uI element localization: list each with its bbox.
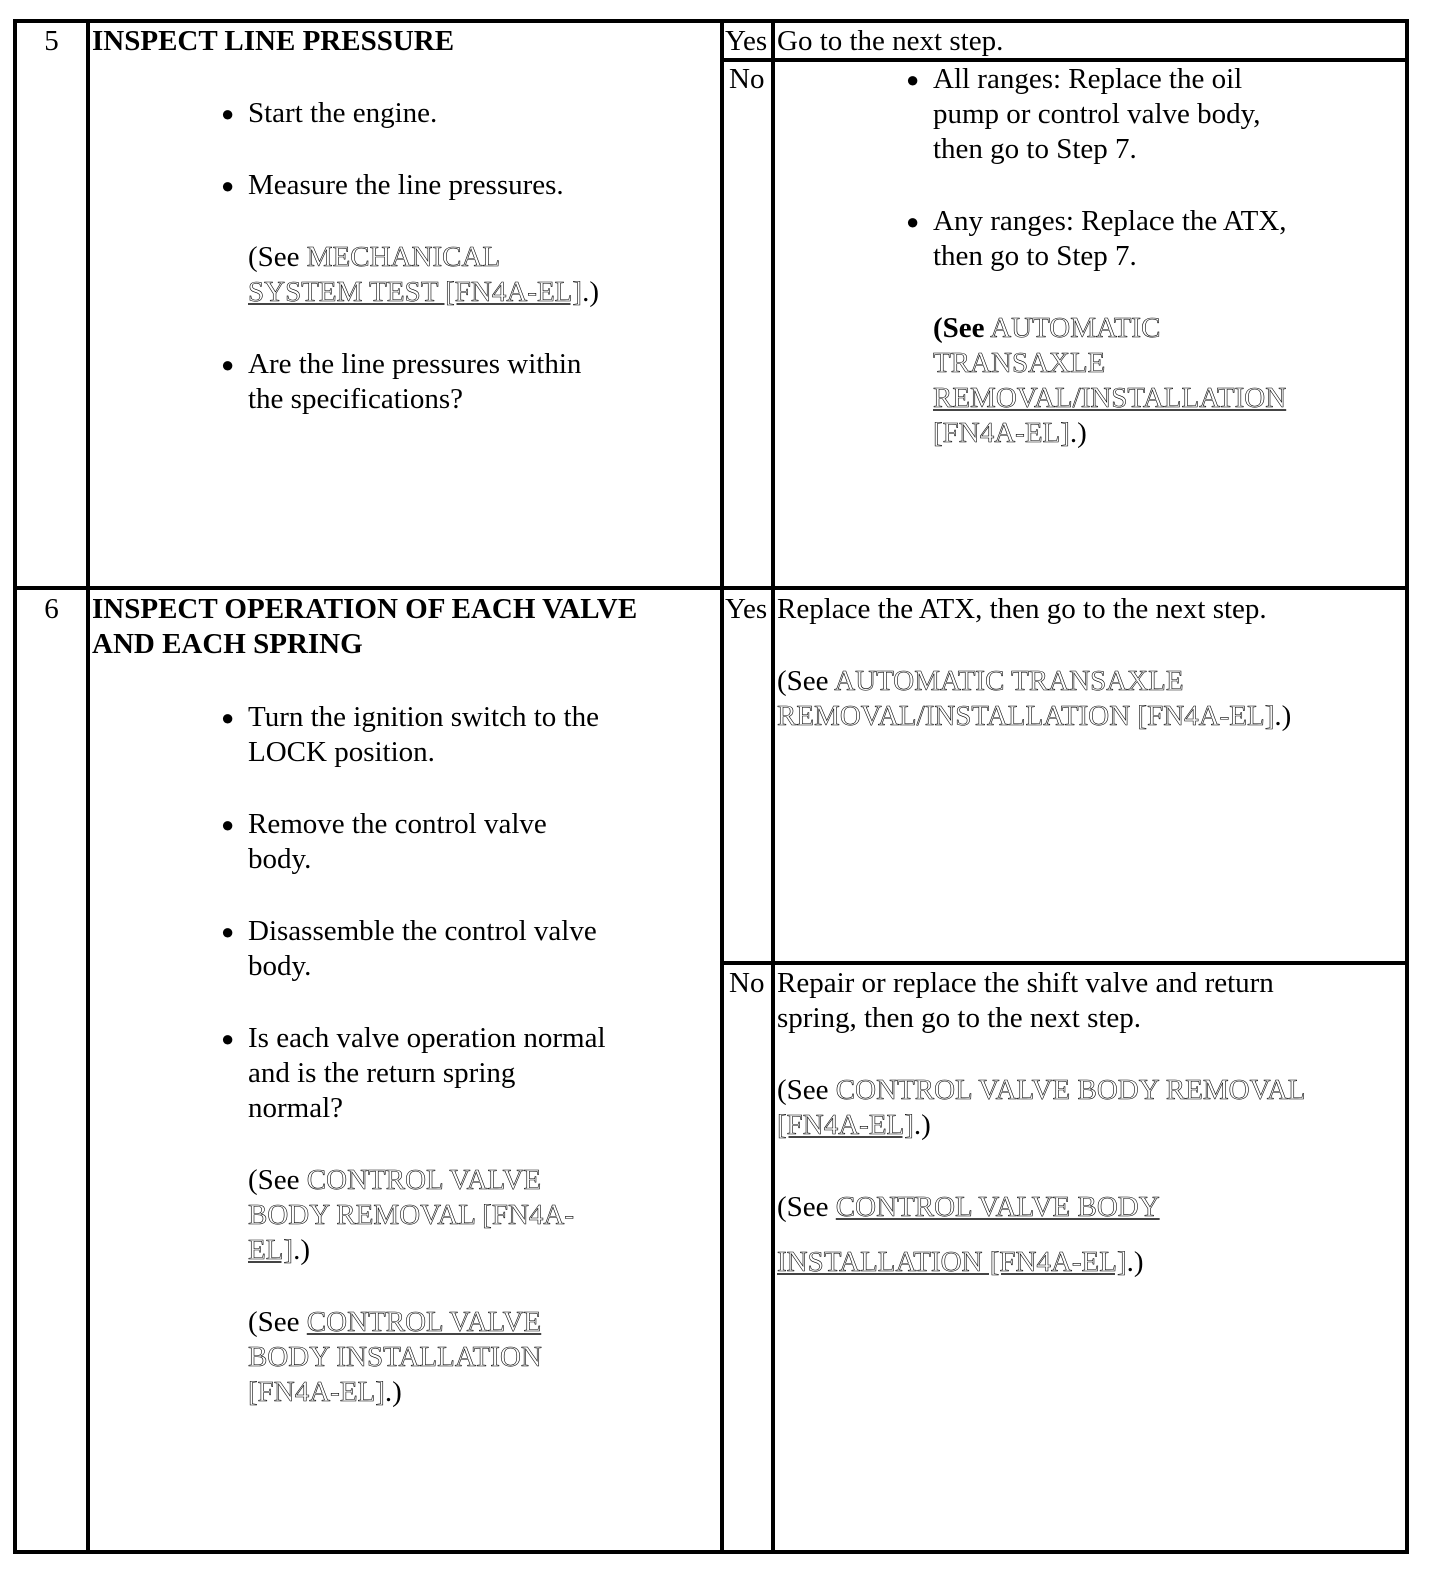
no-label: No xyxy=(729,967,765,999)
list-item: ● Remove the control valve body. xyxy=(221,808,547,875)
see-reference: (See CONTROL VALVE BODY INSTALLATION [FN4A-EL].) xyxy=(777,1191,1160,1278)
see-reference: (See AUTOMATIC TRANSAXLE REMOVAL/INSTALLATION [FN4A-EL].) xyxy=(777,665,1292,732)
col-divider-yesno xyxy=(720,19,724,1554)
col-divider-step xyxy=(86,19,90,1554)
reference-link[interactable]: REMOVAL/INSTALLATION [FN4A-EL] xyxy=(777,700,1275,732)
yes-label: Yes xyxy=(725,593,768,625)
reference-link[interactable]: EL] xyxy=(248,1234,294,1266)
list-item: ● All ranges: Replace the oil pump or control valve body, then go to Step 7. xyxy=(906,63,1261,165)
table-border-bottom xyxy=(13,1550,1409,1554)
yes-label: Yes xyxy=(725,25,768,57)
see-reference: (See AUTOMATIC TRANSAXLE REMOVAL/INSTALLATION [FN4A-EL].) xyxy=(933,312,1287,449)
list-item: ● Start the engine. xyxy=(221,97,438,129)
no-label: No xyxy=(729,63,765,95)
reference-link[interactable]: BODY INSTALLATION xyxy=(248,1341,542,1373)
reference-link[interactable]: CONTROL VALVE xyxy=(306,1306,542,1338)
reference-link[interactable]: [FN4A-EL] xyxy=(933,417,1070,449)
reference-link[interactable]: SYSTEM TEST [FN4A-EL] xyxy=(248,276,583,308)
row6-yes-no-divider xyxy=(720,961,1409,965)
table-border-left xyxy=(13,19,17,1554)
reference-link[interactable]: BODY REMOVAL [FN4A- xyxy=(248,1199,574,1231)
see-reference: (See CONTROL VALVE BODY REMOVAL [FN4A-EL].) xyxy=(777,1074,1306,1141)
reference-link[interactable]: REMOVAL/INSTALLATION xyxy=(933,382,1287,414)
reference-link[interactable]: [FN4A-EL] xyxy=(248,1376,385,1408)
no-action: Repair or replace the shift valve and return spring, then go to the next step. (See CONTROL VALVE BODY REMOVAL [FN4A-EL].) (See CONTROL VALVE BODY INSTALLATION [FN4A-EL].) xyxy=(777,966,1397,1290)
list-item: ● Turn the ignition switch to the LOCK position. xyxy=(221,701,599,768)
table-border-top xyxy=(13,19,1409,23)
step-number: 5 xyxy=(44,25,59,57)
reference-link[interactable]: AUTOMATIC TRANSAXLE xyxy=(834,665,1184,697)
list-item: ● Disassemble the control valve body. xyxy=(221,915,597,982)
see-reference: (See MECHANICAL SYSTEM TEST [FN4A-EL].) xyxy=(248,241,599,308)
list-item: ● Measure the line pressures. xyxy=(221,169,564,201)
reference-link[interactable]: INSTALLATION [FN4A-EL] xyxy=(777,1246,1127,1278)
see-reference: (See CONTROL VALVE BODY INSTALLATION [FN4A-EL].) xyxy=(248,1306,542,1408)
list-item: ● Any ranges: Replace the ATX, then go to Step 7. xyxy=(906,205,1287,272)
list-item: ● Are the line pressures within the specifications? xyxy=(221,348,582,415)
row-divider-5-6 xyxy=(13,586,1409,590)
reference-link[interactable]: TRANSAXLE xyxy=(933,347,1106,379)
reference-link[interactable]: MECHANICAL xyxy=(306,241,501,273)
reference-link[interactable]: CONTROL VALVE xyxy=(306,1164,542,1196)
step-instructions xyxy=(221,96,708,417)
see-reference: (See CONTROL VALVE BODY REMOVAL [FN4A- EL].) xyxy=(248,1164,574,1266)
col-divider-action xyxy=(771,19,775,1554)
reference-link[interactable]: CONTROL VALVE BODY REMOVAL xyxy=(835,1074,1306,1106)
no-action xyxy=(906,62,1393,451)
step-title: INSPECT LINE PRESSURE xyxy=(92,25,455,57)
reference-link[interactable]: AUTOMATIC xyxy=(990,312,1161,344)
reference-link[interactable]: [FN4A-EL] xyxy=(777,1109,914,1141)
reference-link[interactable]: CONTROL VALVE BODY xyxy=(835,1191,1160,1223)
step-number: 6 xyxy=(44,593,59,625)
yes-action: Go to the next step. xyxy=(777,25,1004,57)
yes-action: Replace the ATX, then go to the next step. (See AUTOMATIC TRANSAXLE REMOVAL/INSTALLATION [FN4A-EL].) xyxy=(777,592,1397,734)
step-instructions xyxy=(221,700,708,1410)
table-border-right xyxy=(1405,19,1409,1554)
list-item: ● Is each valve operation normal and is the return spring normal? xyxy=(221,1022,606,1124)
step-title: INSPECT OPERATION OF EACH VALVE AND EACH SPRING xyxy=(92,593,638,660)
